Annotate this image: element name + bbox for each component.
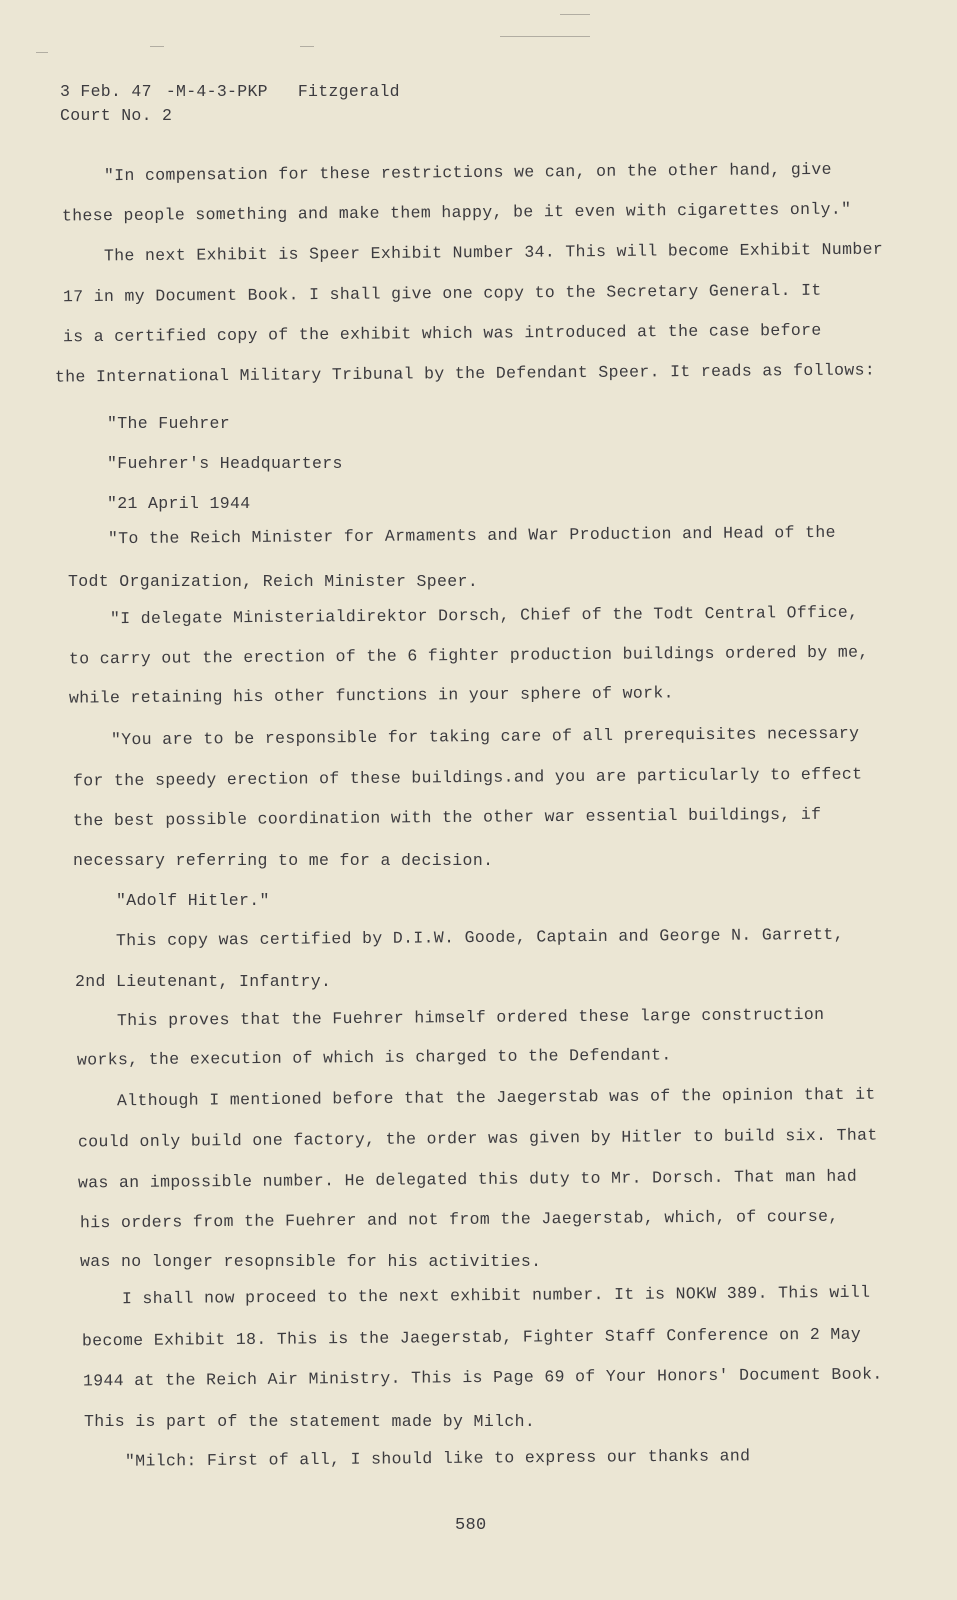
text-line: The next Exhibit is Speer Exhibit Number 34. This will become Exhibit Number bbox=[103, 239, 884, 266]
text-line: the International Military Tribunal by the Defendant Speer. It reads as follows: bbox=[54, 360, 876, 387]
text-line: This copy was certified by D.I.W. Goode, Captain and George N. Garrett, bbox=[115, 924, 844, 951]
edge-mark bbox=[560, 14, 590, 15]
header-reporter: Fitzgerald bbox=[297, 82, 400, 101]
text-line: I shall now proceed to the next exhibit number. It is NOKW 389. This will bbox=[121, 1282, 871, 1309]
text-line: "In compensation for these restrictions we can, on the other hand, give bbox=[103, 159, 832, 186]
text-line: was an impossible number. He delegated this duty to Mr. Dorsch. That man had bbox=[77, 1166, 858, 1193]
text-line: This proves that the Fuehrer himself ordered these large construction bbox=[116, 1004, 825, 1031]
text-line: to carry out the erection of the 6 fighter production buildings ordered by me, bbox=[68, 642, 869, 669]
edge-mark bbox=[150, 46, 164, 47]
text-line: works, the execution of which is charged to the Defendant. bbox=[76, 1045, 672, 1070]
text-line: Although I mentioned before that the Jaegerstab was of the opinion that it bbox=[116, 1084, 876, 1111]
text-line: "Milch: First of all, I should like to express our thanks and bbox=[124, 1446, 751, 1471]
text-line: become Exhibit 18. This is the Jaegerstab, Fighter Staff Conference on 2 May bbox=[81, 1324, 862, 1351]
header-line bbox=[60, 80, 414, 104]
text-line: "You are to be responsible for taking care of all prerequisites necessary bbox=[110, 723, 860, 750]
text-line: could only build one factory, the order was given by Hitler to build six. That bbox=[77, 1125, 878, 1152]
text-line: is a certified copy of the exhibit which was introduced at the case before bbox=[62, 320, 822, 347]
header-code: -M-4-3-PKP bbox=[165, 82, 268, 101]
edge-mark bbox=[500, 36, 590, 37]
text-line: This is part of the statement made by Milch. bbox=[84, 1412, 536, 1431]
text-line: "The Fuehrer bbox=[107, 414, 231, 433]
text-line: for the speedy erection of these buildings.and you are particularly to effect bbox=[72, 764, 863, 791]
text-line: his orders from the Fuehrer and not from the Jaegerstab, which, of course, bbox=[79, 1206, 839, 1233]
text-line: necessary referring to me for a decision. bbox=[73, 851, 494, 870]
text-line: these people something and make them happy, be it even with cigarettes only." bbox=[61, 199, 852, 226]
text-line: "Fuehrer's Headquarters bbox=[107, 454, 343, 473]
page-number: 580 bbox=[455, 1516, 487, 1535]
document-header bbox=[60, 80, 414, 128]
text-line: 1944 at the Reich Air Ministry. This is Page 69 of Your Honors' Document Book. bbox=[82, 1364, 883, 1391]
edge-mark bbox=[36, 52, 48, 53]
header-court: Court No. 2 bbox=[60, 106, 173, 125]
text-line: was no longer resopnsible for his activities. bbox=[80, 1252, 542, 1271]
text-line: "To the Reich Minister for Armaments and War Production and Head of the bbox=[107, 522, 836, 549]
header-date: 3 Feb. 47 bbox=[60, 82, 152, 101]
text-line: 17 in my Document Book. I shall give one copy to the Secretary General. It bbox=[62, 280, 822, 307]
text-line: Todt Organization, Reich Minister Speer. bbox=[68, 572, 479, 591]
text-line: the best possible coordination with the other war essential buildings, if bbox=[72, 804, 822, 831]
text-line: "I delegate Ministerialdirektor Dorsch, Chief of the Todt Central Office, bbox=[109, 602, 859, 629]
edge-mark bbox=[300, 46, 314, 47]
text-line: while retaining his other functions in your sphere of work. bbox=[68, 683, 674, 708]
text-line: "Adolf Hitler." bbox=[116, 891, 270, 910]
text-line: "21 April 1944 bbox=[107, 494, 251, 513]
text-line: 2nd Lieutenant, Infantry. bbox=[75, 972, 332, 991]
